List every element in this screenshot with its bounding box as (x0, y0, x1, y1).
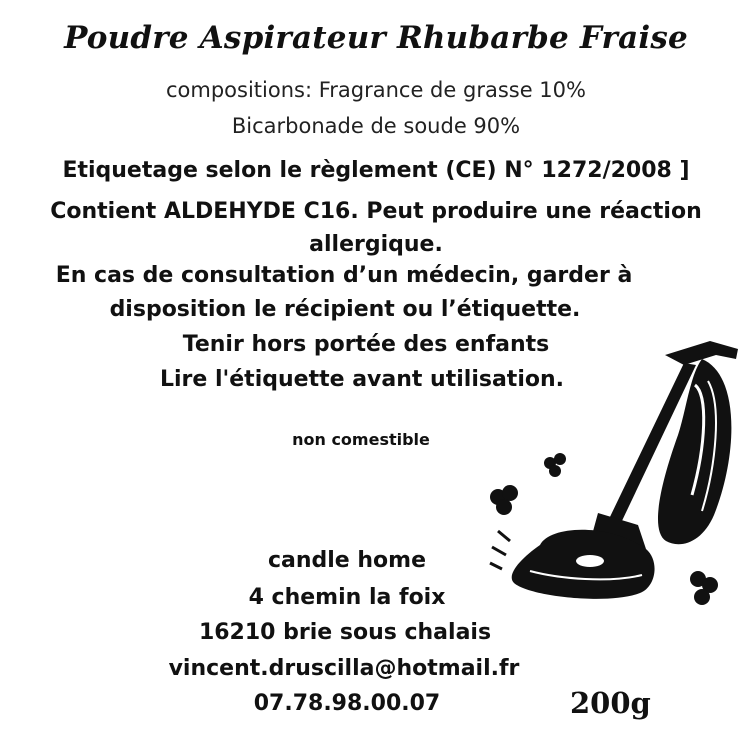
children-warning: Tenir hors portée des enfants (182, 332, 550, 357)
company-address: 4 chemin la foix (248, 585, 446, 610)
vacuum-cleaner-icon (470, 335, 752, 625)
doctor-advice-line-2: disposition le récipient ou l’étiquette. (109, 297, 581, 322)
doctor-advice-line-1: En cas de consultation d’un médecin, garder à (55, 263, 633, 288)
product-title: Poudre Aspirateur Rhubarbe Fraise (64, 20, 688, 56)
composition-line-2: Bicarbonade de soude 90% (231, 114, 521, 138)
company-name: candle home (267, 548, 427, 573)
net-weight: 200g (570, 686, 651, 720)
read-label-warning: Lire l'étiquette avant utilisation. (160, 367, 564, 392)
not-edible-note: non comestible (292, 430, 430, 449)
regulation-text: Etiquetage selon le règlement (CE) N° 1272/2008 ] (62, 158, 690, 183)
company-city: 16210 brie sous chalais (198, 620, 492, 645)
company-phone: 07.78.98.00.07 (253, 691, 441, 716)
allergen-warning-line-1: Contient ALDEHYDE C16. Peut produire une réaction (50, 199, 702, 224)
composition-line-1: compositions: Fragrance de grasse 10% (166, 78, 586, 102)
company-email: vincent.druscilla@hotmail.fr (168, 656, 520, 681)
allergen-warning-line-2: allergique. (309, 232, 443, 257)
